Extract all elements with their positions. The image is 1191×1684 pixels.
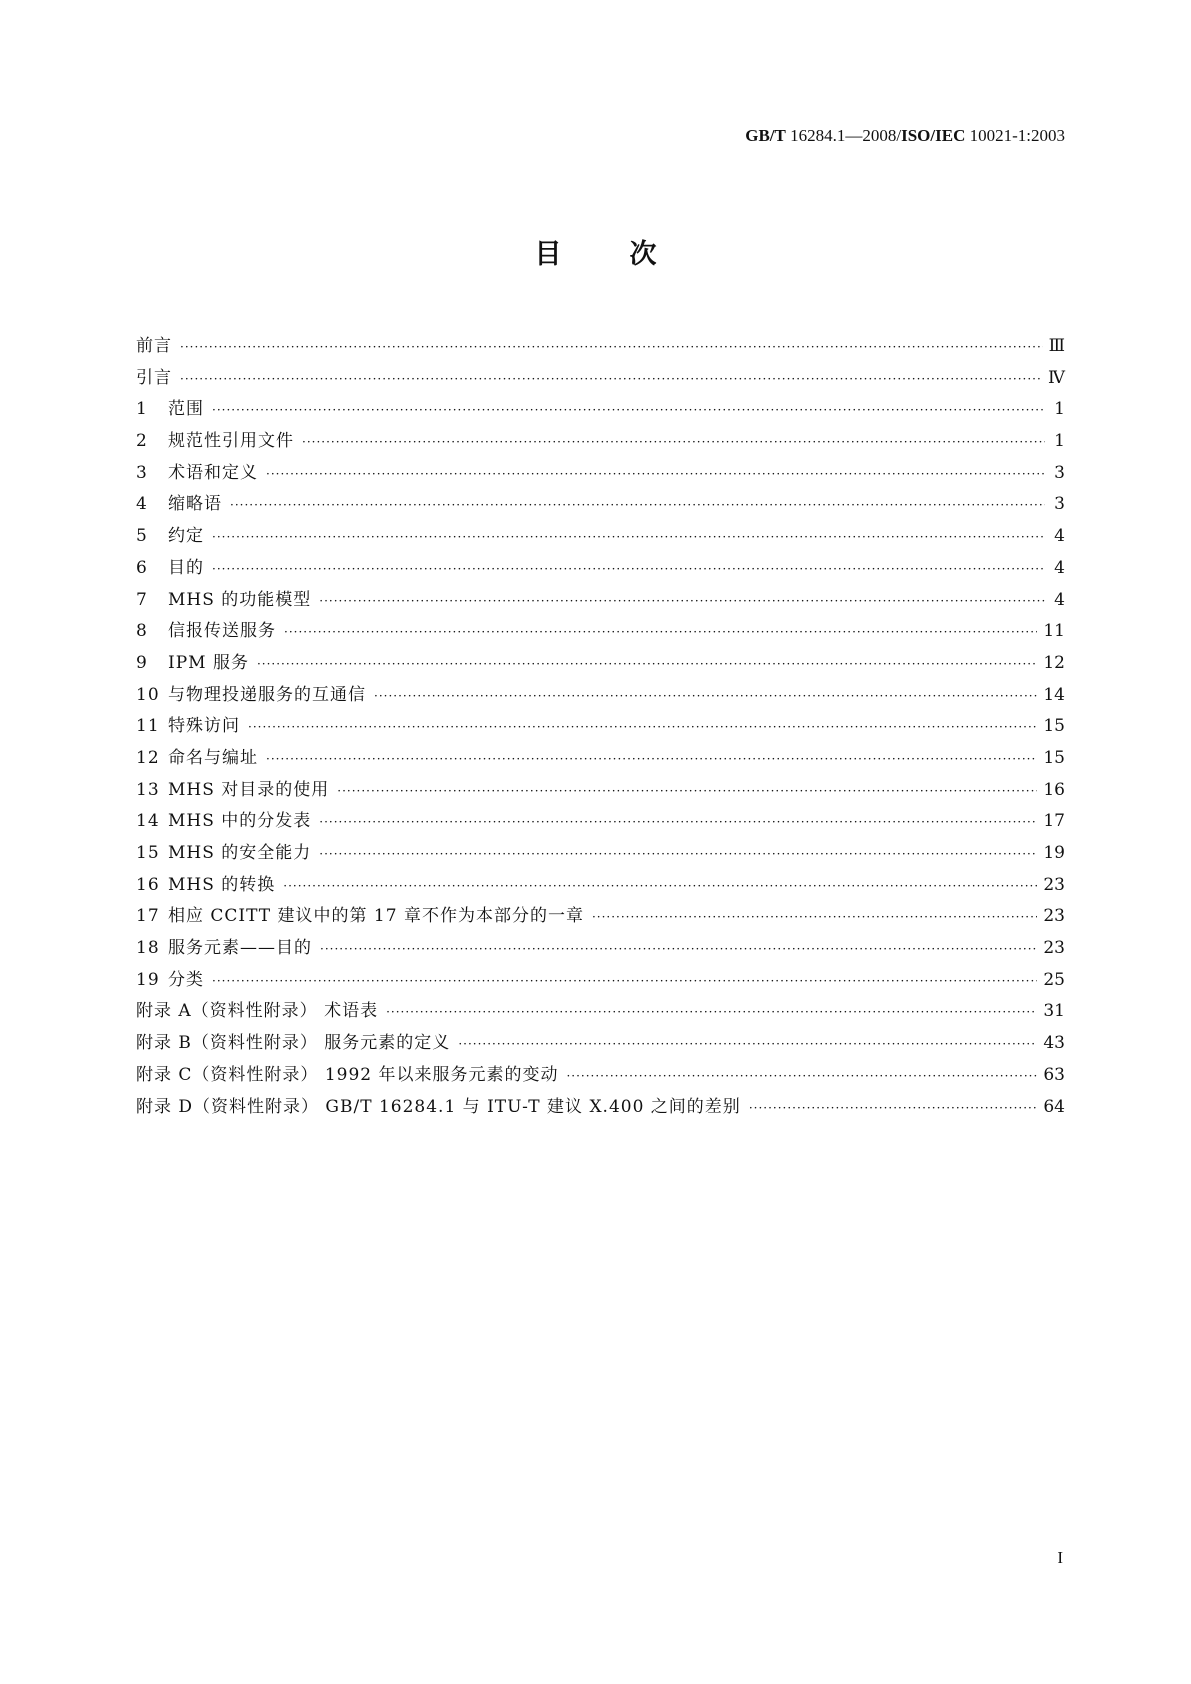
standard-prefix: GB/T xyxy=(745,126,786,145)
toc-entry-label: 规范性引用文件 xyxy=(168,431,294,452)
toc-entry-label: 命名与编址 xyxy=(168,747,258,768)
dot-leader xyxy=(257,657,1037,671)
toc-entry-title xyxy=(136,553,204,578)
toc-entry[interactable] xyxy=(136,394,1065,426)
toc-entry-number: 16 xyxy=(136,874,160,895)
dot-leader xyxy=(180,340,1043,354)
toc-entry-title xyxy=(136,363,172,388)
toc-entry[interactable] xyxy=(136,1060,1065,1092)
toc-page-number: 25 xyxy=(1043,969,1065,990)
toc-page-number: 64 xyxy=(1043,1096,1065,1117)
toc-page-number: 63 xyxy=(1043,1064,1065,1085)
toc-page-number: 14 xyxy=(1043,684,1065,705)
toc-entry-title xyxy=(136,521,204,546)
toc-entry-title xyxy=(136,775,329,800)
toc-entry-title xyxy=(136,996,378,1021)
toc-entry[interactable] xyxy=(136,711,1065,743)
toc-entry-number: 10 xyxy=(136,684,160,705)
dot-leader xyxy=(266,752,1037,766)
toc-entry-title xyxy=(136,1092,741,1117)
toc-page-number: Ⅳ xyxy=(1048,367,1065,388)
toc-entry-title xyxy=(136,1060,558,1085)
toc-page-number: 1 xyxy=(1054,431,1065,452)
dot-leader xyxy=(458,1037,1037,1051)
toc-entry[interactable] xyxy=(136,838,1065,870)
toc-page-number: 15 xyxy=(1043,747,1065,768)
toc-entry[interactable] xyxy=(136,648,1065,680)
toc-page-number: 3 xyxy=(1054,494,1065,515)
dot-leader xyxy=(212,562,1045,576)
toc-entry-title xyxy=(136,616,276,641)
toc-entry-label: MHS 的功能模型 xyxy=(168,589,312,610)
dot-leader xyxy=(302,435,1045,449)
toc-page-number: 17 xyxy=(1043,811,1065,832)
toc-entry[interactable] xyxy=(136,489,1065,521)
toc-entry[interactable] xyxy=(136,1028,1065,1060)
toc-page-number: 43 xyxy=(1043,1033,1065,1054)
toc-entry[interactable] xyxy=(136,426,1065,458)
dot-leader xyxy=(319,815,1037,829)
toc-entry-title xyxy=(136,838,311,863)
toc-entry[interactable] xyxy=(136,870,1065,902)
toc-entry-label: 特殊访问 xyxy=(168,716,240,737)
dot-leader xyxy=(212,530,1045,544)
dot-leader xyxy=(212,403,1045,417)
toc-page-number: 3 xyxy=(1054,462,1065,483)
toc-entry-label: 范围 xyxy=(168,399,204,420)
toc-entry-number: 5 xyxy=(136,526,148,547)
toc-page-number: 23 xyxy=(1043,938,1065,959)
dot-leader xyxy=(386,1005,1037,1019)
toc-entry-title xyxy=(136,965,204,990)
toc-entry[interactable] xyxy=(136,933,1065,965)
toc-entry-label: MHS 中的分发表 xyxy=(168,811,312,832)
toc-page-number: 19 xyxy=(1043,843,1065,863)
dot-leader xyxy=(337,784,1037,798)
toc-entry[interactable] xyxy=(136,458,1065,490)
toc-entry[interactable] xyxy=(136,616,1065,648)
toc-entry-title xyxy=(136,1028,450,1053)
dot-leader xyxy=(180,372,1042,386)
toc-entry-title xyxy=(136,870,275,895)
toc-entry[interactable] xyxy=(136,743,1065,775)
toc-entry-number: 6 xyxy=(136,557,148,578)
toc-page-number: 31 xyxy=(1043,1001,1065,1022)
toc-entry[interactable] xyxy=(136,775,1065,807)
dot-leader xyxy=(320,942,1037,956)
toc-page-number: 4 xyxy=(1054,589,1065,610)
dot-leader xyxy=(248,720,1037,734)
toc-page-number: 23 xyxy=(1043,874,1065,895)
toc-entry-label: 附录 D（资料性附录） GB/T 16284.1 与 ITU-T 建议 X.400 之间的差别 xyxy=(136,1096,741,1117)
toc-entry[interactable] xyxy=(136,1092,1065,1124)
toc-entry-number: 11 xyxy=(136,716,160,737)
toc-entry-number: 2 xyxy=(136,431,148,452)
toc-entry-label: 约定 xyxy=(168,526,204,547)
toc-entry-number: 15 xyxy=(136,843,160,863)
toc-entry-number: 14 xyxy=(136,811,160,832)
toc-page-number: 15 xyxy=(1043,716,1065,737)
dot-leader xyxy=(319,847,1037,861)
dot-leader xyxy=(374,689,1037,703)
toc-entry-label: IPM 服务 xyxy=(168,652,249,673)
toc-entry[interactable] xyxy=(136,585,1065,617)
toc-entry-number: 9 xyxy=(136,652,148,673)
toc-entry-title xyxy=(136,585,311,610)
toc-entry-title xyxy=(136,489,222,514)
dot-leader xyxy=(283,879,1037,893)
table-of-contents xyxy=(136,331,1065,1123)
dot-leader xyxy=(319,594,1045,608)
toc-entry-label: 相应 CCITT 建议中的第 17 章不作为本部分的一章 xyxy=(168,906,584,927)
toc-entry-title xyxy=(136,648,249,673)
toc-entry-title xyxy=(136,901,584,926)
toc-entry-number: 19 xyxy=(136,969,160,990)
toc-entry-title xyxy=(136,426,294,451)
toc-entry-label: 目的 xyxy=(168,557,204,578)
iso-prefix: ISO/IEC xyxy=(901,126,966,145)
toc-entry-number: 17 xyxy=(136,906,160,927)
toc-entry-label: MHS 的转换 xyxy=(168,874,276,895)
toc-entry-label: MHS 对目录的使用 xyxy=(168,779,330,800)
dot-leader xyxy=(284,625,1037,639)
standard-code: 16284.1—2008/ xyxy=(785,126,902,145)
toc-entry-label: 缩略语 xyxy=(168,494,222,515)
toc-entry-number: 7 xyxy=(136,589,148,610)
toc-entry-label: 服务元素——目的 xyxy=(168,938,312,959)
toc-page-number: Ⅲ xyxy=(1048,336,1065,356)
toc-entry-title xyxy=(136,806,311,831)
toc-page-number: 16 xyxy=(1043,779,1065,800)
toc-entry-title xyxy=(136,458,258,483)
toc-entry[interactable] xyxy=(136,553,1065,585)
dot-leader xyxy=(592,910,1037,924)
toc-entry[interactable] xyxy=(136,331,1065,363)
toc-entry-number: 8 xyxy=(136,621,148,642)
toc-entry-label: 信报传送服务 xyxy=(168,621,276,642)
toc-entry-label: 附录 C（资料性附录） 1992 年以来服务元素的变动 xyxy=(136,1064,559,1085)
standard-number xyxy=(745,126,1065,146)
toc-page-number: 23 xyxy=(1043,906,1065,927)
toc-entry-label: 与物理投递服务的互通信 xyxy=(168,684,366,705)
toc-page-number: 1 xyxy=(1054,399,1065,420)
toc-entry-number: 3 xyxy=(136,462,148,483)
toc-entry[interactable] xyxy=(136,363,1065,395)
toc-entry-title xyxy=(136,711,240,736)
toc-entry-number: 12 xyxy=(136,747,160,768)
toc-entry-title xyxy=(136,331,172,356)
toc-page-number: 4 xyxy=(1054,526,1065,547)
toc-entry-title xyxy=(136,743,258,768)
dot-leader xyxy=(212,974,1037,988)
toc-entry-title xyxy=(136,680,366,705)
page-number: I xyxy=(1057,1548,1063,1567)
toc-entry-label: 前言 xyxy=(136,336,172,356)
dot-leader xyxy=(230,498,1045,512)
toc-entry-title xyxy=(136,394,204,419)
toc-entry[interactable] xyxy=(136,806,1065,838)
toc-entry-number: 4 xyxy=(136,494,148,515)
dot-leader xyxy=(566,1069,1037,1083)
toc-entry-label: 附录 A（资料性附录） 术语表 xyxy=(136,1001,379,1022)
toc-entry-label: MHS 的安全能力 xyxy=(168,843,312,863)
dot-leader xyxy=(266,467,1045,481)
toc-entry-label: 术语和定义 xyxy=(168,462,258,483)
toc-entry[interactable] xyxy=(136,996,1065,1028)
dot-leader xyxy=(749,1101,1038,1115)
page-title: 目次 xyxy=(534,239,725,270)
toc-page-number: 4 xyxy=(1054,557,1065,578)
toc-page-number: 12 xyxy=(1043,652,1065,673)
toc-entry[interactable] xyxy=(136,901,1065,933)
toc-entry-number: 13 xyxy=(136,779,160,800)
toc-page-number: 11 xyxy=(1043,621,1065,642)
toc-entry[interactable] xyxy=(136,965,1065,997)
toc-entry-label: 附录 B（资料性附录） 服务元素的定义 xyxy=(136,1033,451,1054)
toc-entry-title xyxy=(136,933,312,958)
toc-entry[interactable] xyxy=(136,680,1065,712)
toc-entry-label: 引言 xyxy=(136,367,172,388)
toc-entry-number: 18 xyxy=(136,938,160,959)
iso-code: 10021-1:2003 xyxy=(965,126,1065,145)
toc-entry-label: 分类 xyxy=(168,969,204,990)
toc-entry[interactable] xyxy=(136,521,1065,553)
toc-entry-number: 1 xyxy=(136,399,148,420)
